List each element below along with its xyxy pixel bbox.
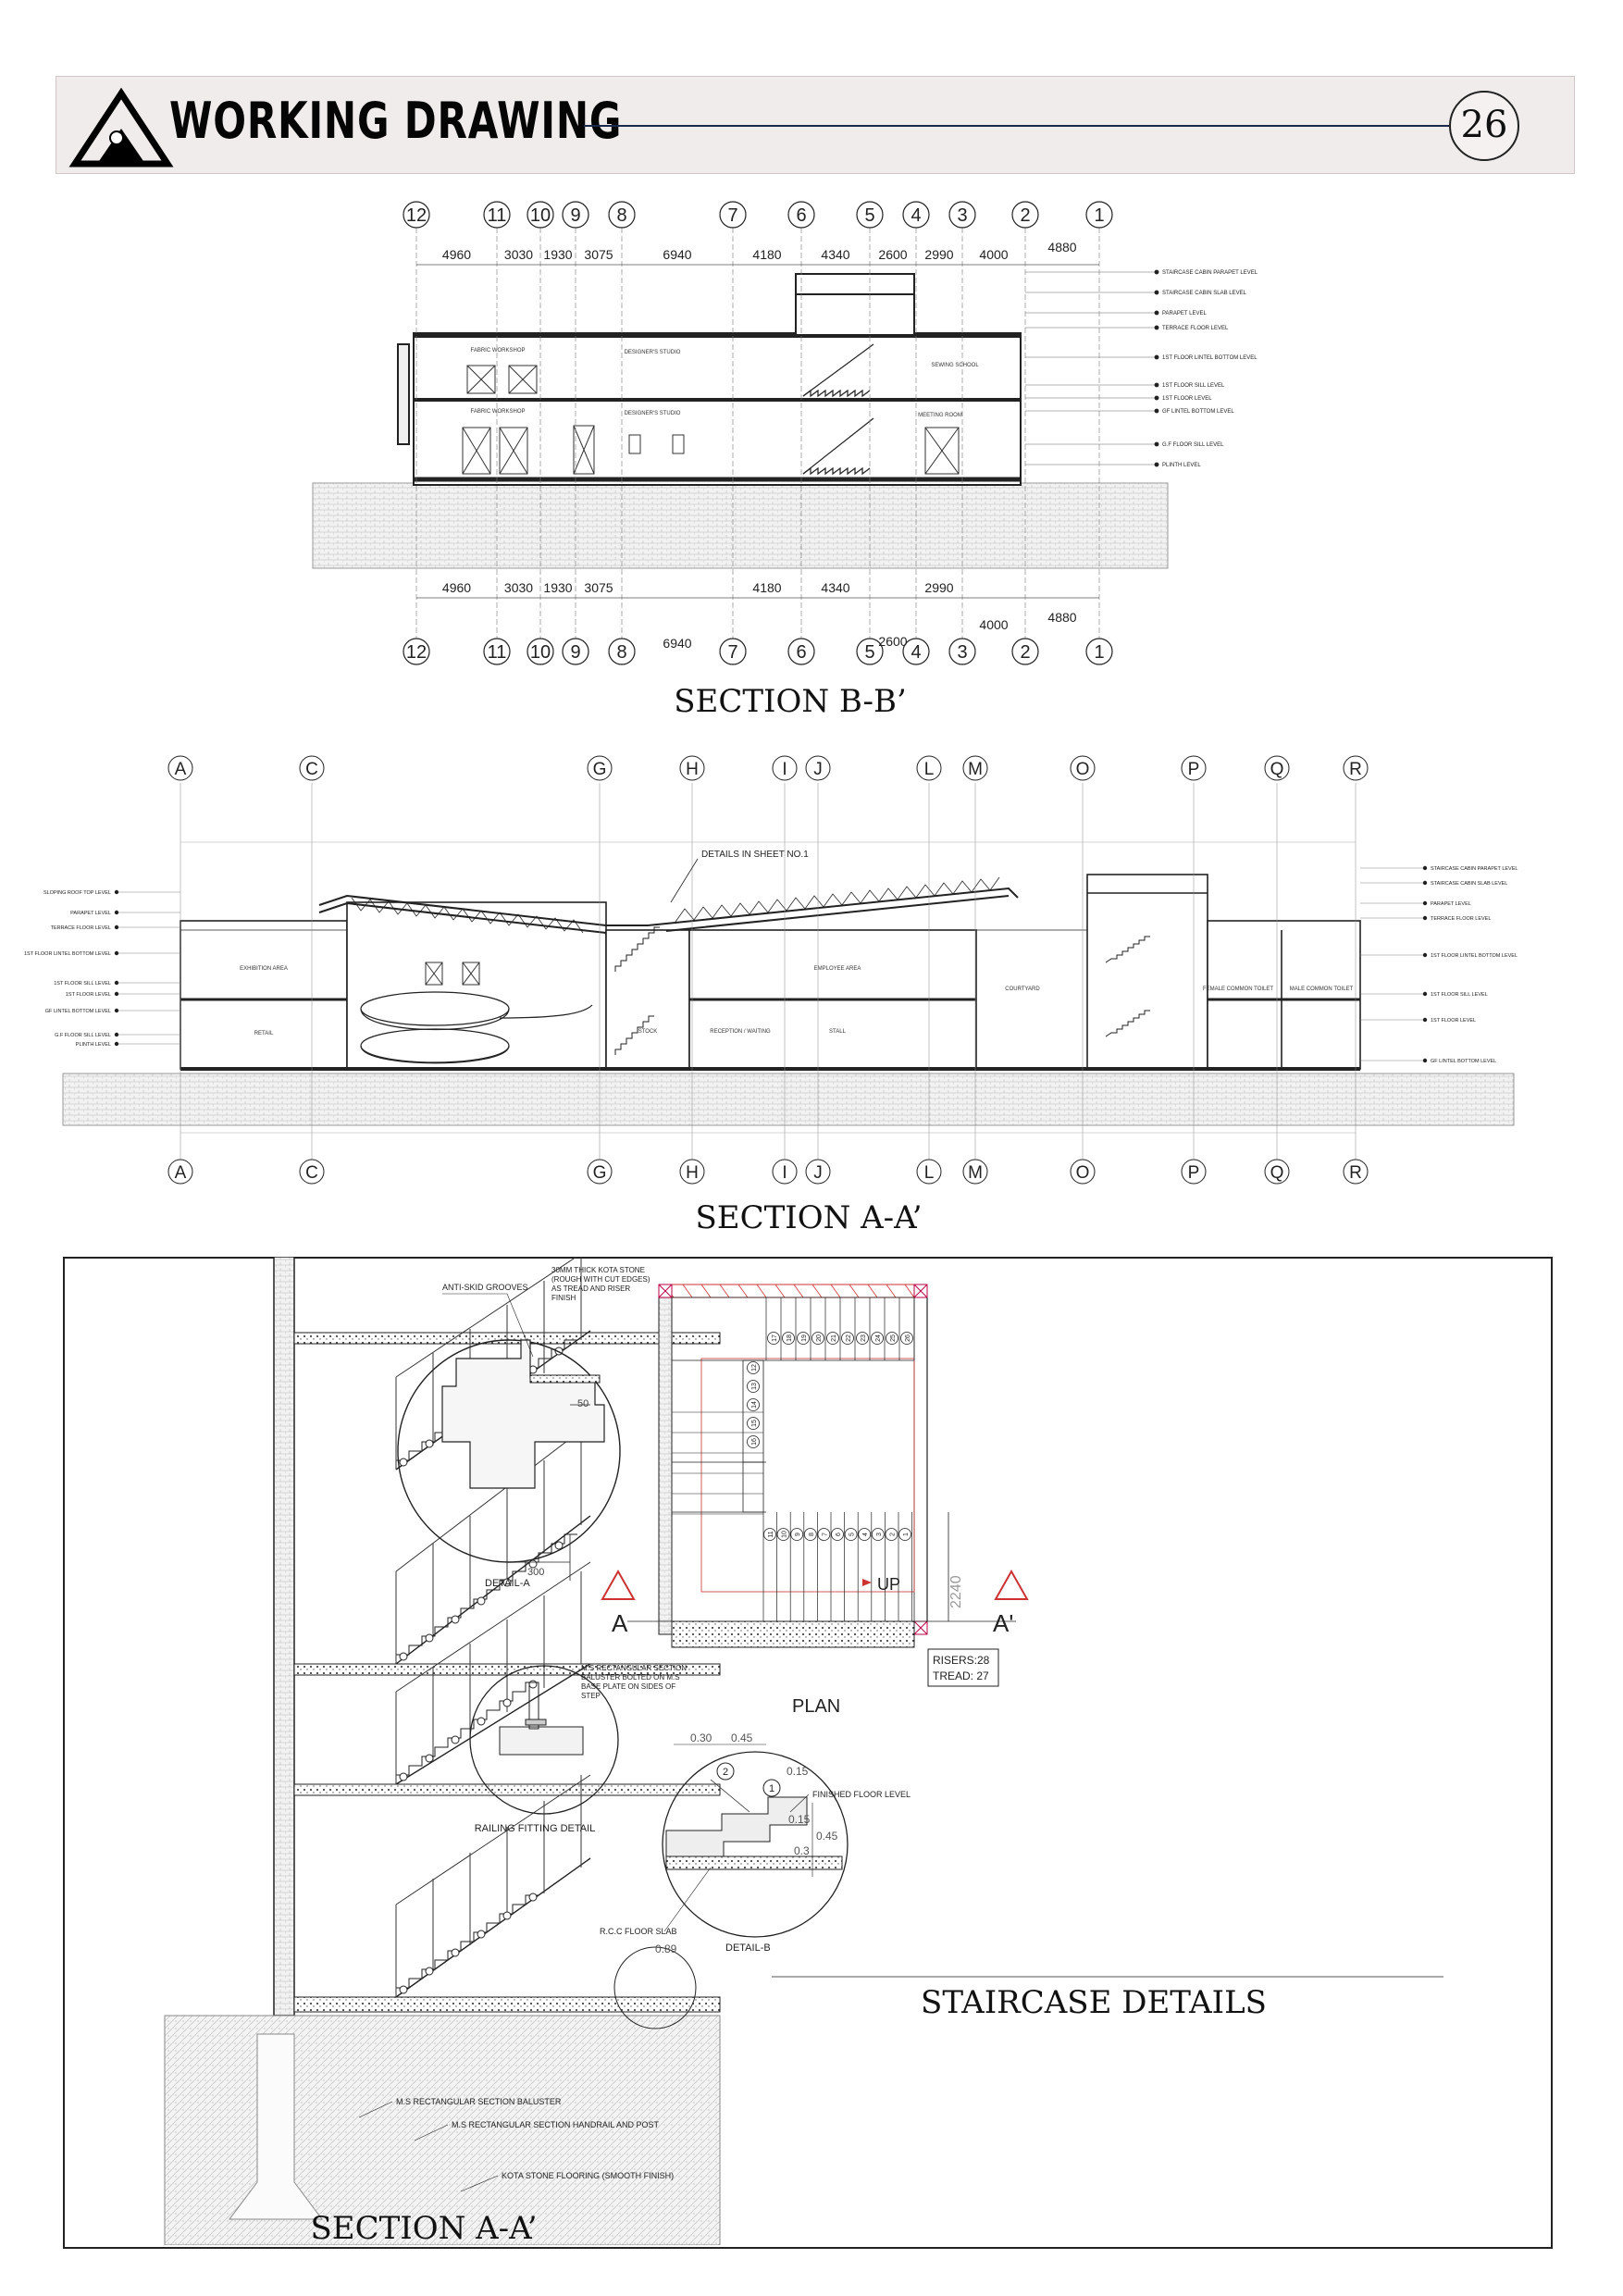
level-marker bbox=[1423, 916, 1427, 920]
grid-label: G bbox=[592, 760, 607, 779]
level-marker bbox=[115, 911, 118, 914]
level-note: 1ST FLOOR SILL LEVEL bbox=[1431, 992, 1488, 998]
title-banner bbox=[56, 76, 1575, 174]
detail-b-dim-03: 0.3 bbox=[794, 1844, 810, 1857]
grid-label: L bbox=[923, 1163, 935, 1183]
plan-step-numbers bbox=[748, 1333, 913, 1541]
note-rcc: R.C.C FLOOR SLAB bbox=[600, 1927, 677, 1936]
note-ffl: FINISHED FLOOR LEVEL bbox=[812, 1790, 911, 1799]
section-aa-caption: SECTION A-A’ bbox=[695, 1199, 923, 1236]
grid-label: 5 bbox=[864, 205, 875, 226]
level-note: 1ST FLOOR LEVEL bbox=[1162, 396, 1212, 402]
page-number-badge: 26 bbox=[1449, 91, 1519, 161]
dimension-label: 6940 bbox=[663, 636, 692, 651]
level-note: PLINTH LEVEL bbox=[75, 1042, 111, 1048]
dimension-label: 4000 bbox=[979, 617, 1009, 632]
level-note: 1ST FLOOR LINTEL BOTTOM LEVEL bbox=[1162, 355, 1258, 361]
note-kota-flooring: KOTA STONE FLOORING (SMOOTH FINISH) bbox=[502, 2171, 675, 2180]
level-note: STAIRCASE CABIN SLAB LEVEL bbox=[1162, 291, 1246, 296]
callout-leader bbox=[671, 859, 698, 902]
grid-label: M bbox=[968, 1163, 983, 1183]
grid-label: 4 bbox=[911, 205, 922, 226]
level-note: 1ST FLOOR LINTEL BOTTOM LEVEL bbox=[1431, 953, 1518, 959]
level-note: G.F FLOOR SILL LEVEL bbox=[55, 1033, 111, 1038]
step-number: 13 bbox=[751, 1383, 758, 1390]
note-baluster-plate: M.S RECTANGULAR SECTION BALUSTER BOLTED ON M.S BASE PLATE ON SIDES OF STEP bbox=[581, 1664, 688, 1700]
step-number: 17 bbox=[772, 1334, 778, 1342]
level-note: GF LINTEL BOTTOM LEVEL bbox=[44, 1009, 111, 1014]
details-callout: DETAILS IN SHEET NO.1 bbox=[701, 850, 809, 860]
dimension-label: 4960 bbox=[441, 247, 472, 262]
room-label: FABRIC WORKSHOP bbox=[470, 348, 526, 354]
up-arrow-icon bbox=[862, 1579, 872, 1586]
section-bb-top-dimensions bbox=[416, 240, 1099, 265]
dimension-label: 4340 bbox=[821, 247, 850, 262]
level-note: SLOPING ROOF TOP LEVEL bbox=[43, 890, 111, 896]
grid-label: 4 bbox=[911, 642, 922, 663]
room-label: SEWING SCHOOL bbox=[931, 363, 979, 368]
railing-label: RAILING FITTING DETAIL bbox=[474, 1823, 596, 1834]
step-number: 9 bbox=[795, 1533, 802, 1536]
grid-label: H bbox=[686, 760, 699, 779]
grid-label: G bbox=[592, 1163, 607, 1183]
level-marker bbox=[115, 951, 118, 955]
detail-a bbox=[398, 1340, 620, 1589]
note-kota-thick: 30MM THICK KOTA STONE (ROUGH WITH CUT EDGES) AS TREAD AND RISER FINISH bbox=[551, 1266, 650, 1302]
ground-hatch bbox=[313, 483, 1168, 568]
level-marker bbox=[1155, 463, 1159, 467]
plan-treads bbox=[672, 1297, 914, 1621]
detail-b-marker-2: 2 bbox=[723, 1767, 729, 1778]
grid-label: M bbox=[968, 760, 983, 779]
plan-label: PLAN bbox=[792, 1696, 841, 1717]
dimension-label: 2600 bbox=[878, 634, 908, 649]
room-label: RETAIL bbox=[254, 1031, 274, 1036]
step-number: 3 bbox=[875, 1533, 883, 1536]
dimension-label: 4880 bbox=[1047, 610, 1077, 625]
grid-label: 2 bbox=[1020, 205, 1031, 226]
grid-label: 7 bbox=[727, 642, 738, 663]
grid-label: O bbox=[1075, 1163, 1090, 1183]
level-note: TERRACE FLOOR LEVEL bbox=[1431, 916, 1492, 922]
level-marker bbox=[1155, 442, 1159, 447]
grid-label: 11 bbox=[487, 205, 507, 226]
level-marker bbox=[115, 1009, 118, 1012]
cut-marker-a bbox=[602, 1571, 634, 1599]
level-note: 1ST FLOOR SILL LEVEL bbox=[54, 981, 111, 987]
risers-count: RISERS:28 bbox=[933, 1654, 990, 1667]
level-note: G.F FLOOR SILL LEVEL bbox=[1162, 442, 1224, 448]
grid-label: H bbox=[686, 1163, 699, 1183]
level-marker bbox=[1423, 992, 1427, 996]
note-baluster: M.S RECTANGULAR SECTION BALUSTER bbox=[396, 2097, 562, 2106]
level-note: 1ST FLOOR LEVEL bbox=[1431, 1018, 1477, 1024]
level-marker bbox=[1155, 291, 1159, 295]
grid-label: 2 bbox=[1020, 642, 1031, 663]
staircase-section-caption: SECTION A-A’ bbox=[310, 2210, 538, 2247]
grid-label: J bbox=[813, 760, 823, 779]
grid-label: R bbox=[1349, 1163, 1362, 1183]
building-section bbox=[398, 274, 1021, 485]
step-number: 8 bbox=[808, 1533, 815, 1536]
level-marker bbox=[1155, 409, 1159, 414]
section-bb-bottom-dimensions bbox=[416, 580, 1099, 651]
level-note: PARAPET LEVEL bbox=[1162, 311, 1207, 316]
grid-label: 10 bbox=[529, 205, 551, 226]
section-bb-drawing bbox=[0, 185, 1623, 685]
detail-b-dim-015b: 0.15 bbox=[788, 1813, 811, 1826]
level-marker bbox=[115, 1033, 118, 1036]
dimension-label: 4180 bbox=[752, 580, 782, 595]
level-marker bbox=[1155, 326, 1159, 330]
step-number: 19 bbox=[801, 1334, 808, 1342]
dimension-label: 2990 bbox=[924, 580, 954, 595]
grid-label: I bbox=[782, 1163, 787, 1183]
level-marker bbox=[1423, 901, 1427, 905]
grid-label: 6 bbox=[796, 205, 807, 226]
level-note: 1ST FLOOR LEVEL bbox=[65, 992, 111, 998]
cut-marker-a2 bbox=[996, 1571, 1027, 1599]
step-number: 10 bbox=[781, 1531, 788, 1538]
section-aa-drawing bbox=[0, 740, 1623, 1212]
ground-hatch bbox=[63, 1074, 1514, 1125]
dimension-label: 4960 bbox=[441, 580, 472, 595]
step-number: 7 bbox=[822, 1533, 829, 1536]
tread-count: TREAD: 27 bbox=[933, 1669, 989, 1682]
detail-b-dim-045: 0.45 bbox=[731, 1731, 753, 1744]
step-number: 22 bbox=[846, 1334, 852, 1342]
dimension-label: 2600 bbox=[878, 247, 908, 262]
room-label: DESIGNER'S STUDIO bbox=[624, 411, 681, 416]
dimension-label: 3030 bbox=[503, 580, 534, 595]
level-note: GF LINTEL BOTTOM LEVEL bbox=[1162, 409, 1234, 415]
dimension-label: 3030 bbox=[503, 247, 534, 262]
grid-label: 9 bbox=[570, 205, 581, 226]
room-label: STALL bbox=[829, 1029, 846, 1035]
grid-label: 9 bbox=[570, 642, 581, 663]
room-label: FEMALE COMMON TOILET bbox=[1202, 987, 1274, 992]
grid-label: 3 bbox=[957, 205, 968, 226]
step-number: 16 bbox=[751, 1438, 758, 1446]
level-marker bbox=[1423, 1018, 1427, 1022]
step-number: 23 bbox=[861, 1334, 867, 1342]
detail-a-dim-300: 300 bbox=[527, 1567, 545, 1578]
level-note: GF LINTEL BOTTOM LEVEL bbox=[1431, 1059, 1497, 1064]
level-marker bbox=[1423, 1059, 1427, 1062]
level-note: 1ST FLOOR LINTEL BOTTOM LEVEL bbox=[23, 951, 111, 957]
grid-label: J bbox=[813, 1163, 823, 1183]
grid-label: 12 bbox=[405, 642, 427, 663]
grid-label: C bbox=[305, 760, 318, 779]
room-label: MALE COMMON TOILET bbox=[1289, 987, 1354, 992]
cut-label-a: A bbox=[612, 1609, 628, 1637]
level-marker bbox=[1155, 396, 1159, 401]
detail-b-label: DETAIL-B bbox=[725, 1942, 771, 1954]
level-note: TERRACE FLOOR LEVEL bbox=[50, 925, 111, 931]
detail-a-label: DETAIL-A bbox=[485, 1578, 530, 1589]
grid-label: 11 bbox=[487, 642, 507, 663]
detail-b-dim-015: 0.15 bbox=[787, 1765, 809, 1778]
room-label: COURTYARD bbox=[1005, 987, 1040, 992]
grid-label: 8 bbox=[616, 205, 627, 226]
level-marker bbox=[1155, 311, 1159, 316]
level-note: 1ST FLOOR SILL LEVEL bbox=[1162, 383, 1225, 389]
step-number: 12 bbox=[751, 1364, 758, 1371]
staircase-details-title: STAIRCASE DETAILS bbox=[921, 1984, 1267, 2021]
grid-label: A bbox=[174, 1163, 187, 1183]
grid-label: 8 bbox=[616, 642, 627, 663]
grid-label: 3 bbox=[957, 642, 968, 663]
grid-label: A bbox=[174, 760, 187, 779]
title-rule bbox=[584, 125, 1500, 127]
detail-b-dim-045b: 0.45 bbox=[816, 1830, 838, 1843]
section-bb-level-notes bbox=[1025, 270, 1258, 468]
level-marker bbox=[115, 981, 118, 985]
grid-label: R bbox=[1349, 760, 1362, 779]
step-number: 20 bbox=[816, 1334, 823, 1342]
staircase-details-drawing bbox=[63, 1257, 1549, 2245]
section-aa-level-notes-left bbox=[24, 890, 180, 1048]
grid-label: Q bbox=[1270, 1163, 1284, 1183]
grid-label: P bbox=[1187, 760, 1200, 779]
dimension-label: 4340 bbox=[821, 580, 850, 595]
step-number: 6 bbox=[836, 1533, 842, 1536]
level-note: STAIRCASE CABIN PARAPET LEVEL bbox=[1162, 270, 1258, 276]
step-number: 4 bbox=[862, 1533, 870, 1536]
grid-label: 5 bbox=[864, 642, 875, 663]
note-handrail: M.S RECTANGULAR SECTION HANDRAIL AND POST bbox=[452, 2120, 660, 2129]
room-label: EMPLOYEE AREA bbox=[813, 966, 861, 972]
level-marker bbox=[1155, 383, 1159, 388]
railing-label-wrap bbox=[470, 1823, 600, 1860]
step-number: 5 bbox=[849, 1533, 856, 1536]
level-marker bbox=[1423, 953, 1427, 957]
room-label: DESIGNER'S STUDIO bbox=[624, 350, 681, 355]
detail-b-dim-030: 0.30 bbox=[690, 1731, 712, 1744]
grid-label: O bbox=[1075, 760, 1090, 779]
level-marker bbox=[115, 925, 118, 929]
level-marker bbox=[115, 890, 118, 894]
dimension-label: 1930 bbox=[543, 580, 573, 595]
step-number: 25 bbox=[890, 1334, 897, 1342]
level-marker bbox=[115, 992, 118, 996]
grid-label: I bbox=[782, 760, 787, 779]
level-note: TERRACE FLOOR LEVEL bbox=[1162, 326, 1229, 331]
step-number: 21 bbox=[831, 1334, 837, 1342]
section-marker: 0.89 bbox=[655, 1942, 677, 1955]
level-marker bbox=[115, 1042, 118, 1046]
step-number: 14 bbox=[751, 1401, 758, 1409]
dimension-label: 3075 bbox=[584, 580, 613, 595]
level-marker bbox=[1423, 881, 1427, 885]
dimension-label: 6940 bbox=[663, 247, 692, 262]
grid-label: Q bbox=[1270, 760, 1284, 779]
room-label: STOCK bbox=[638, 1029, 658, 1035]
detail-a-dim-50: 50 bbox=[577, 1398, 589, 1409]
step-number: 24 bbox=[875, 1334, 882, 1342]
step-number: 15 bbox=[751, 1420, 758, 1427]
grid-label: 12 bbox=[405, 205, 427, 226]
note-kota-thick-wrap bbox=[551, 1266, 653, 1331]
dimension-label: 2990 bbox=[924, 247, 954, 262]
step-number: 26 bbox=[905, 1334, 911, 1342]
plan-dim-2240: 2240 bbox=[948, 1575, 964, 1608]
level-note: PARAPET LEVEL bbox=[1431, 901, 1471, 907]
section-aa-level-notes-right bbox=[1360, 866, 1518, 1064]
dimension-label: 4180 bbox=[752, 247, 782, 262]
level-marker bbox=[1423, 866, 1427, 870]
level-note: PLINTH LEVEL bbox=[1162, 463, 1201, 468]
cut-label-a2: A' bbox=[993, 1609, 1014, 1637]
step-number: 1 bbox=[903, 1533, 910, 1536]
dimension-label: 4000 bbox=[979, 247, 1009, 262]
step-number: 2 bbox=[889, 1533, 897, 1536]
level-note: STAIRCASE CABIN PARAPET LEVEL bbox=[1431, 866, 1518, 872]
level-note: STAIRCASE CABIN SLAB LEVEL bbox=[1431, 881, 1508, 887]
grid-label: 1 bbox=[1094, 642, 1105, 663]
detail-b bbox=[663, 1731, 848, 1954]
dimension-label: 1930 bbox=[543, 247, 573, 262]
room-label: RECEPTION / WAITING bbox=[710, 1029, 771, 1035]
note-baluster-plate-wrap bbox=[581, 1664, 692, 1719]
dimension-label: 3075 bbox=[584, 247, 613, 262]
step-number: 18 bbox=[787, 1334, 793, 1342]
grid-label: 6 bbox=[796, 642, 807, 663]
dimension-label: 4880 bbox=[1047, 240, 1077, 254]
page-title: WORKING DRAWING bbox=[169, 92, 623, 150]
room-label: EXHIBITION AREA bbox=[240, 966, 288, 972]
room-label: FABRIC WORKSHOP bbox=[470, 409, 526, 415]
level-note: PARAPET LEVEL bbox=[70, 911, 111, 916]
level-marker bbox=[1155, 355, 1159, 360]
up-label: UP bbox=[877, 1575, 901, 1594]
level-marker bbox=[1155, 270, 1159, 275]
section-bb-caption: SECTION B-B’ bbox=[674, 683, 907, 720]
grid-label: L bbox=[923, 760, 935, 779]
grid-label: C bbox=[305, 1163, 318, 1183]
detail-b-marker-1: 1 bbox=[769, 1783, 775, 1794]
grid-label: 7 bbox=[727, 205, 738, 226]
grid-label: 10 bbox=[529, 642, 551, 663]
room-label: MEETING ROOM bbox=[918, 413, 962, 418]
grid-label: P bbox=[1187, 1163, 1200, 1183]
step-number: 11 bbox=[768, 1531, 774, 1538]
grid-label: 1 bbox=[1094, 205, 1105, 226]
note-anti-skid: ANTI-SKID GROOVES bbox=[442, 1283, 528, 1292]
